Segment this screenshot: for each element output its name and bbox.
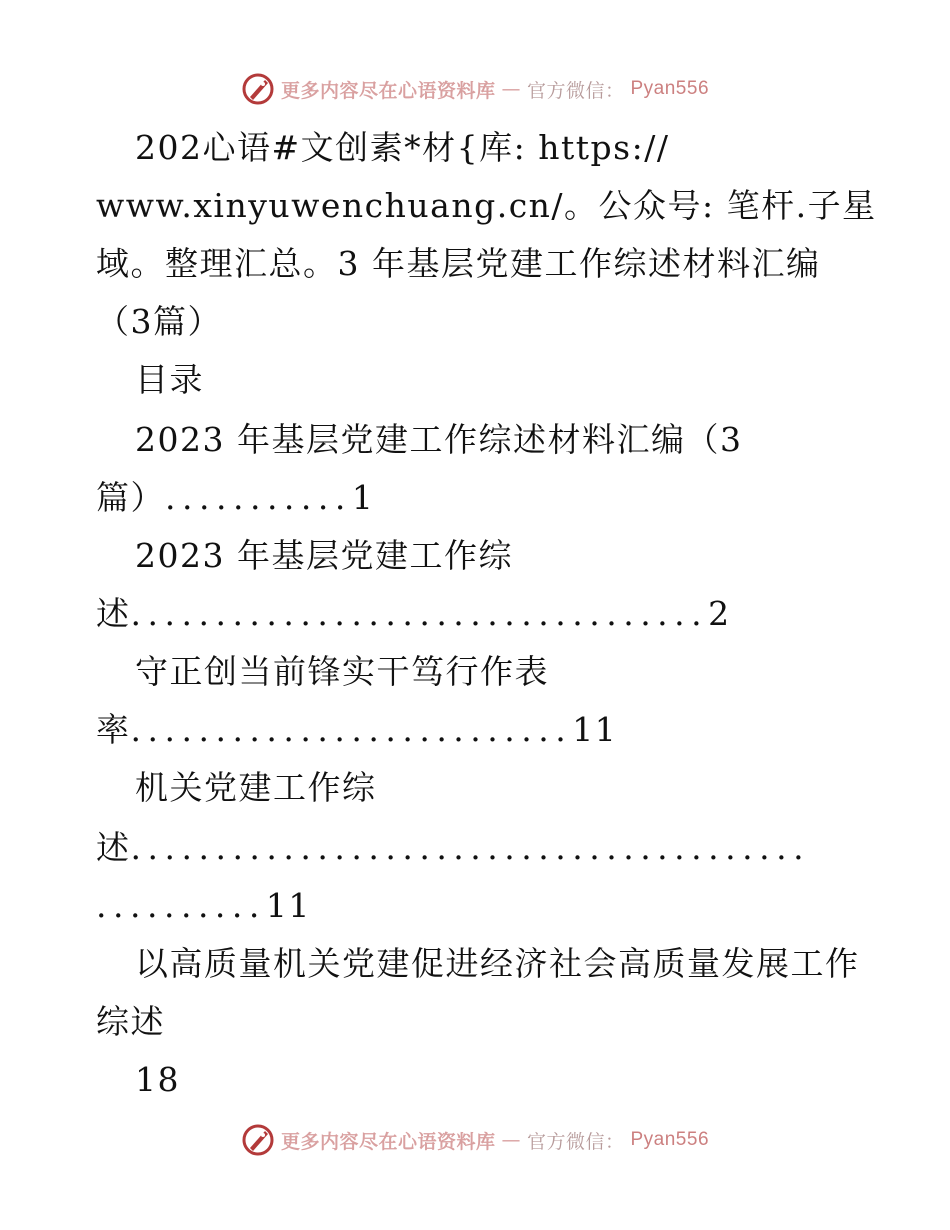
footer-banner: [0, 1120, 950, 1160]
toc-entry-2-leader: ..................................: [130, 594, 709, 633]
intro-line-1: 202心语#文创素*材{库: https://: [135, 128, 670, 167]
toc-entry-1-title: 2023 年基层党建工作综述材料汇编（3: [135, 420, 743, 459]
banner-wechat-id: Pyan556: [630, 1129, 710, 1150]
banner-official-label: 官方微信：: [526, 79, 625, 102]
banner-separator: —: [501, 1129, 521, 1151]
toc-entry-4-tail: [96, 828, 810, 868]
intro-line-3: 域。整理汇总。3 年基层党建工作综述材料汇编: [96, 244, 821, 283]
banner-official-label: 官方微信：: [526, 1130, 625, 1153]
toc-entry-3-title: 守正创当前锋实干笃行作表: [135, 652, 549, 691]
toc-entry-5-title: 以高质量机关党建促进经济社会高质量发展工作: [135, 944, 860, 983]
toc-entry-5-page: 18: [135, 1060, 180, 1099]
toc-entry-4-leader-cont: ..........: [96, 886, 266, 925]
intro-line-2: www.xinyuwenchuang.cn/。公众号: 笔杆.子星: [96, 186, 877, 225]
toc-entry-2-page: 2: [708, 594, 731, 633]
header-banner: [0, 69, 950, 109]
banner-promo-text: 更多内容尽在心语资料库: [280, 1130, 496, 1153]
toc-entry-4-title-cont: 述: [96, 828, 131, 867]
toc-entry-1-page: 1: [351, 478, 375, 517]
toc-entry-3-page: 11: [572, 710, 618, 749]
toc-heading: 目录: [135, 360, 204, 399]
intro-line-4: （3篇）: [96, 302, 222, 341]
pen-logo-icon: [241, 1123, 275, 1157]
toc-entry-4-title: 机关党建工作综: [135, 768, 377, 807]
toc-entry-3-title-cont: 率: [96, 710, 131, 749]
pen-logo-icon: [241, 72, 275, 106]
toc-entry-2-title-cont: 述: [96, 594, 131, 633]
toc-entry-5-title-cont: 综述: [96, 1002, 165, 1041]
toc-entry-2-tail: [96, 594, 731, 634]
banner-separator: —: [501, 78, 521, 100]
toc-entry-1-tail: [96, 478, 374, 518]
toc-entry-4-tail-2: [96, 886, 311, 926]
toc-entry-2-title: 2023 年基层党建工作综: [135, 536, 513, 575]
toc-entry-3-tail: [96, 710, 617, 750]
toc-entry-4-page: 11: [265, 886, 311, 925]
toc-entry-3-leader: ..........................: [130, 710, 573, 749]
toc-entry-4-leader: ........................................: [130, 828, 811, 867]
toc-entry-1-title-cont: 篇）: [96, 478, 165, 517]
toc-entry-1-leader: ...........: [165, 478, 352, 517]
banner-wechat-id: Pyan556: [630, 78, 710, 99]
banner-promo-text: 更多内容尽在心语资料库: [280, 79, 496, 102]
